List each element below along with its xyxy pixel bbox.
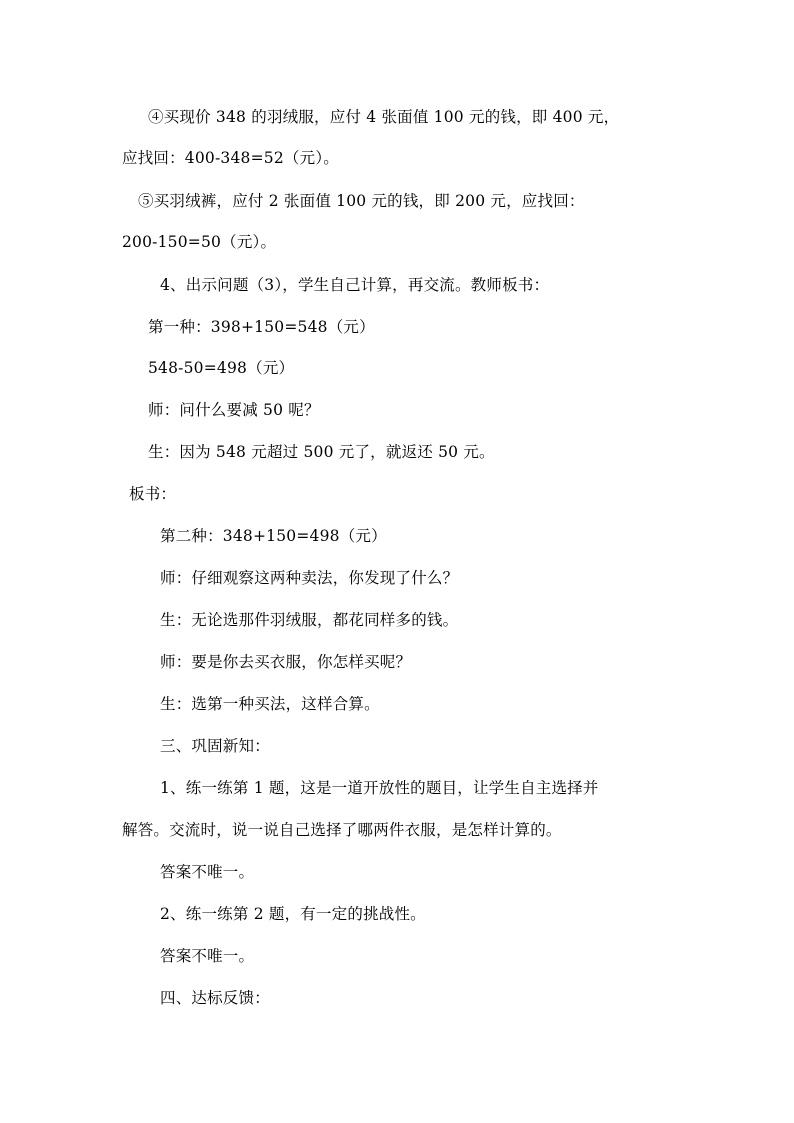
text-line: 答案不唯一。 <box>160 947 255 965</box>
text-line: 应找回：400-348=52（元）。 <box>122 149 339 167</box>
text-line: 第一种：398+150=548（元） <box>148 318 375 336</box>
text-line: 师：问什么要减 50 呢？ <box>148 401 320 419</box>
text-line: 548-50=498（元） <box>148 359 295 377</box>
section-heading: 四、达标反馈： <box>160 989 270 1007</box>
text-line: 师：仔细观察这两种卖法，你发现了什么？ <box>160 569 459 587</box>
text-line: 200-150=50（元）。 <box>122 233 277 251</box>
text-line: 师：要是你去买衣服，你怎样买呢？ <box>160 653 412 671</box>
text-line: 4、出示问题（3），学生自己计算，再交流。教师板书： <box>160 276 550 294</box>
text-line: 答案不唯一。 <box>160 863 255 881</box>
section-heading: 三、巩固新知： <box>160 737 270 755</box>
text-line: 板书： <box>129 485 177 503</box>
text-line: 生：因为 548 元超过 500 元了，就返还 50 元。 <box>148 443 495 461</box>
text-line: 生：无论选那件羽绒服，都花同样多的钱。 <box>160 611 459 629</box>
text-line: 解答。交流时，说一说自己选择了哪两件衣服，是怎样计算的。 <box>122 821 562 839</box>
text-line: 生：选第一种买法，这样合算。 <box>160 695 380 713</box>
text-line: ⑤买羽绒裤，应付 2 张面值 100 元的钱，即 200 元，应找回： <box>138 192 585 210</box>
text-line: 第二种：348+150=498（元） <box>160 527 387 545</box>
text-line: ④买现价 348 的羽绒服，应付 4 张面值 100 元的钱，即 400 元， <box>148 108 620 126</box>
text-line: 1、练一练第 1 题，这是一道开放性的题目，让学生自主选择并 <box>160 779 599 797</box>
text-line: 2、练一练第 2 题，有一定的挑战性。 <box>160 905 426 923</box>
